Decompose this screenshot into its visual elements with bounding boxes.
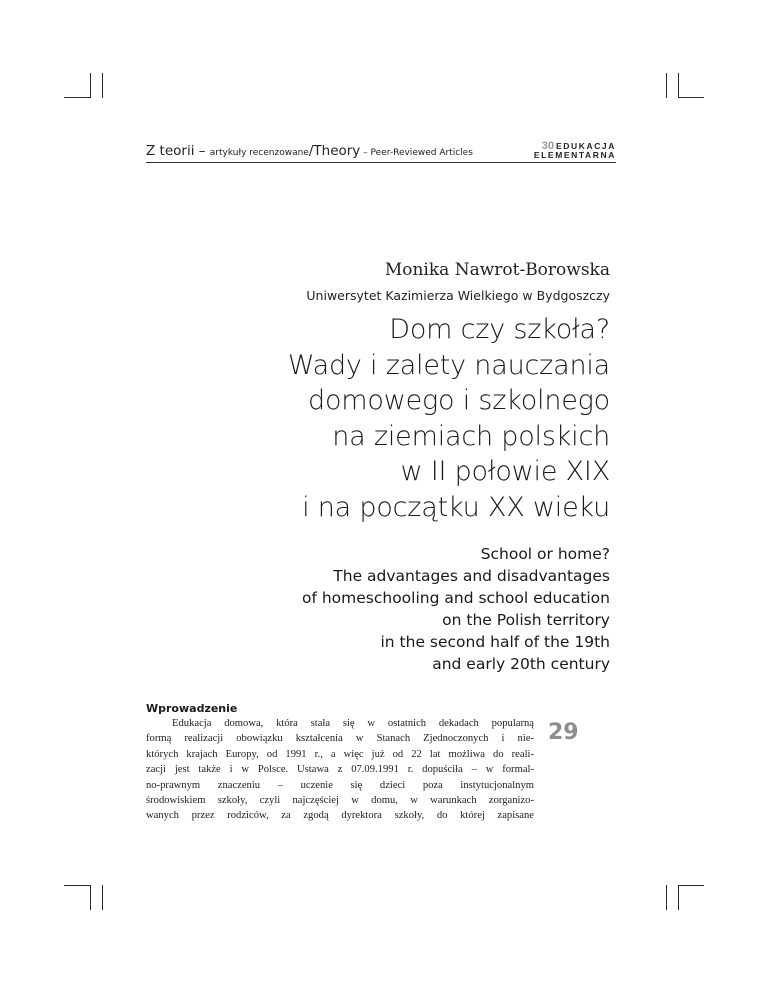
section-pl-main: Z teorii [146,143,195,159]
author-name: Monika Nawrot-Borowska [384,260,610,280]
journal-name-line1: EDUKACJA [555,141,616,151]
body-paragraph [146,716,534,824]
body-line: zacji jest także i w Polsce. Ustawa z 07.09.1991 r. dopuściła – w formal- [146,764,534,776]
title-line: w II połowie XIX [400,456,610,487]
crop-mark-top-right-v2 [678,73,679,98]
title-line: of homeschooling and school education [301,589,610,607]
body-line: których krajach Europy, od 1991 r., a więc już od 22 lat możliwa do reali- [146,748,534,760]
journal-number: 30 [541,140,554,152]
title-line: Wady i zalety nauczania [287,349,610,381]
section-label [146,140,473,159]
section-en-sub: Peer-Reviewed Articles [370,148,473,158]
crop-mark-bottom-left-v2 [102,885,103,910]
title-line: in the second half of the 19th [380,633,610,651]
dash: – [360,148,371,158]
slash: / [308,143,314,159]
crop-mark-top-right-h [678,97,704,98]
body-line: wanych przez rodziców, za zgodą dyrektora szkoły, do której zapisane [146,810,534,822]
body-line: środowiskiem szkoły, czyli najczęściej w domu, w warunkach zorganizo- [146,795,534,807]
crop-mark-bottom-right-v1 [666,885,667,910]
title-line: and early 20th century [432,655,610,673]
body-line: formą realizacji obowiązku kształcenia w Stanach Zjednoczonych i nie- [146,733,534,745]
title-line: na ziemiach polskich [332,420,610,452]
crop-mark-top-left-v2 [102,73,103,98]
running-header [146,130,616,163]
crop-mark-bottom-left-h [64,885,90,886]
title-line: School or home? [480,545,610,563]
section-heading: Wprowadzenie [146,702,238,715]
crop-mark-top-left-v1 [90,73,91,98]
title-line: The advantages and disadvantages [333,567,610,585]
body-line: Edukacja domowa, która stała się w ostatnich dekadach popularną [172,718,534,729]
page-number: 29 [548,720,579,745]
author-affiliation: Uniwersytet Kazimierza Wielkiego w Bydgoszczy [306,288,610,303]
crop-mark-top-left-h [64,97,90,98]
crop-mark-top-right-v1 [666,73,667,98]
section-en-main: Theory [313,143,361,159]
journal-name-line2: ELEMENTARNA [533,150,616,160]
dash: – [194,143,210,159]
section-pl-sub: artykuły recenzowane [209,148,309,158]
crop-mark-bottom-right-h [678,885,704,886]
article-title-english [302,543,610,675]
crop-mark-bottom-left-v1 [90,885,91,910]
journal-logo [534,142,616,160]
body-line: no-prawnym znaczeniu – uczenie się dzieci poza instytucjonalnym [146,779,534,791]
crop-mark-bottom-right-v2 [678,885,679,910]
title-line: i na początku XX wieku [302,491,610,523]
article-title-polish [288,312,610,525]
title-line: Dom czy szkoła? [389,314,610,345]
title-line: on the Polish territory [442,611,610,629]
title-line: domowego i szkolnego [308,385,610,416]
